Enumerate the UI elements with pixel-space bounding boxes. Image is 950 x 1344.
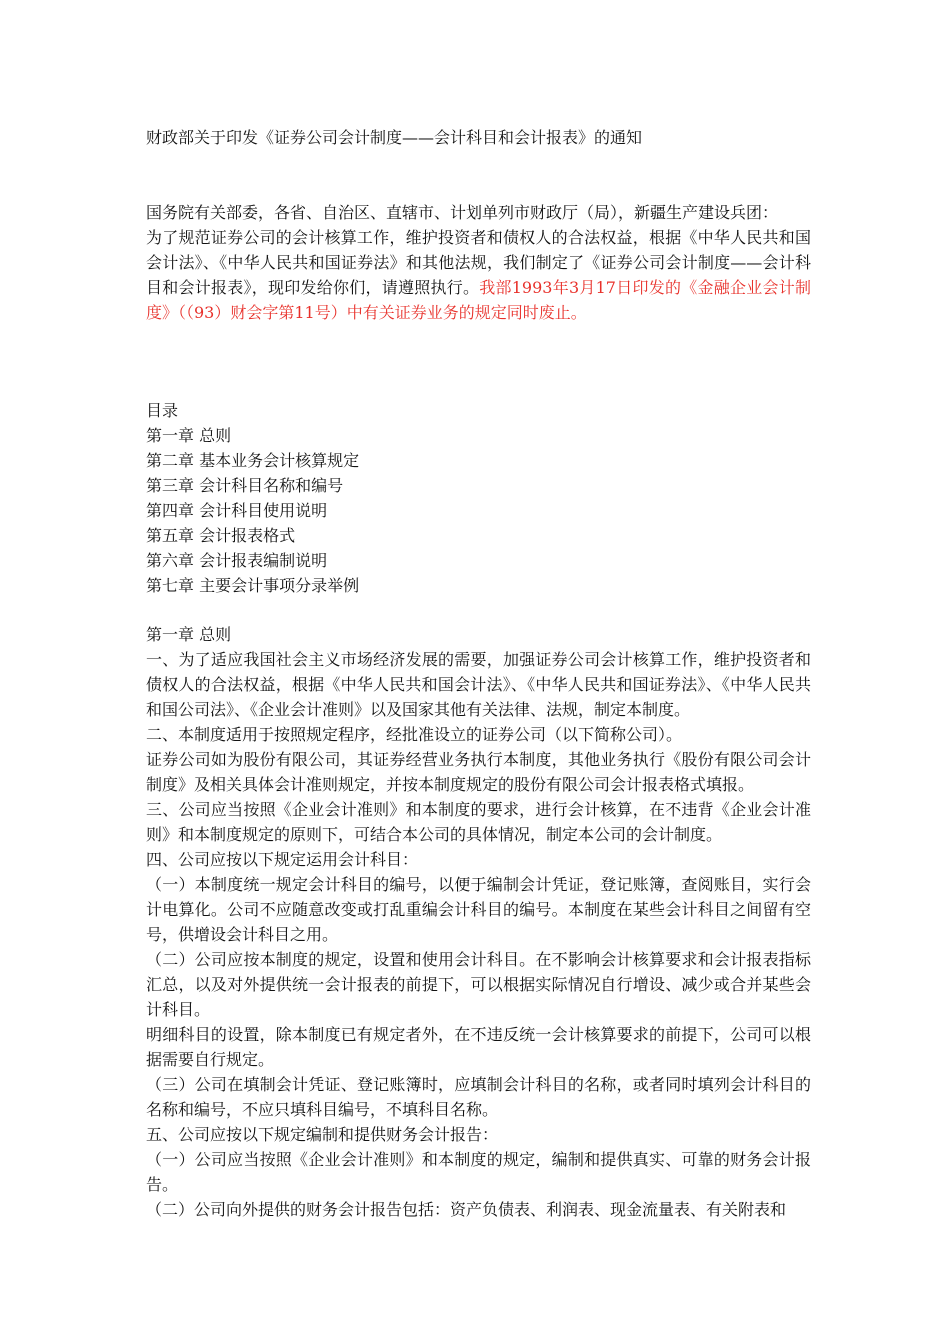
paragraph: （一）公司应当按照《企业会计准则》和本制度的规定，编制和提供真实、可靠的财务会计报告。 [146,1150,811,1194]
paragraph: （三）公司在填制会计凭证、登记账簿时，应填制会计科目的名称，或者同时填列会计科目的名称和编号，不应只填科目编号，不填科目名称。 [146,1075,811,1119]
paragraph: 五、公司应按以下规定编制和提供财务会计报告： [146,1125,499,1144]
paragraph: （一）本制度统一规定会计科目的编号，以便于编制会计凭证，登记账簿，查阅账目，实行会计电算化。公司不应随意改变或打乱重编会计科目的编号。本制度在某些会计科目之间留有空号，供增设会计科目之用。 [146,875,811,944]
paragraph: 三、公司应当按照《企业会计准则》和本制度的要求，进行会计核算，在不违背《企业会计准则》和本制度规定的原则下，可结合本公司的具体情况，制定本公司的会计制度。 [146,800,811,844]
toc-item: 第七章 主要会计事项分录举例 [146,576,360,595]
paragraph: 四、公司应按以下规定运用会计科目： [146,850,419,869]
paragraph: 明细科目的设置，除本制度已有规定者外，在不违反统一会计核算要求的前提下，公司可以根据需要自行规定。 [146,1025,811,1069]
paragraph: 证券公司如为股份有限公司，其证券经营业务执行本制度，其他业务执行《股份有限公司会计制度》及相关具体会计准则规定，并按本制度规定的股份有限公司会计报表格式填报。 [146,750,811,794]
salutation: 国务院有关部委，各省、自治区、直辖市、计划单列市财政厅（局），新疆生产建设兵团： [146,203,779,222]
toc-heading: 目录 [146,401,179,420]
toc-item: 第一章 总则 [146,426,232,445]
chapter-heading: 第一章 总则 [146,625,232,644]
intro-section [146,200,811,325]
toc-item: 第六章 会计报表编制说明 [146,551,328,570]
intro-red-text: 我部1993年3月17日印发的《金融企业会计制度》（（93）财会字第11号）中有关证券业务的规定同时废止。 [146,278,811,322]
toc-item: 第二章 基本业务会计核算规定 [146,451,360,470]
document-title: 财政部关于印发《证券公司会计制度——会计科目和会计报表》的通知 [146,128,643,147]
intro-paragraph [146,225,811,325]
paragraph: （二）公司应按本制度的规定，设置和使用会计科目。在不影响会计核算要求和会计报表指标汇总，以及对外提供统一会计报表的前提下，可以根据实际情况自行增设、减少或合并某些会计科目。 [146,950,811,1019]
paragraph: （二）公司向外提供的财务会计报告包括：资产负债表、利润表、现金流量表、有关附表和 [146,1200,787,1219]
paragraph: 一、为了适应我国社会主义市场经济发展的需要，加强证券公司会计核算工作，维护投资者和债权人的合法权益，根据《中华人民共和国会计法》、《中华人民共和国证券法》、《中华人民共和国公司法》、《企业会计准则》以及国家其他有关法律、法规，制定本制度。 [146,650,811,719]
toc-item: 第三章 会计科目名称和编号 [146,476,344,495]
paragraph: 二、本制度适用于按照规定程序，经批准设立的证券公司（以下简称公司）。 [146,725,683,744]
table-of-contents [146,398,811,598]
intro-text: 为了规范证券公司的会计核算工作，维护投资者和债权人的合法权益，根据《中华人民共和国会计法》、《中华人民共和国证券法》和其他法规，我们制定了《证券公司会计制度——会计科目和会计报表》，现印发给你们，请遵照执行。 [146,228,811,297]
toc-item: 第四章 会计科目使用说明 [146,501,328,520]
toc-item: 第五章 会计报表格式 [146,526,296,545]
chapter-one-section [146,622,811,1222]
